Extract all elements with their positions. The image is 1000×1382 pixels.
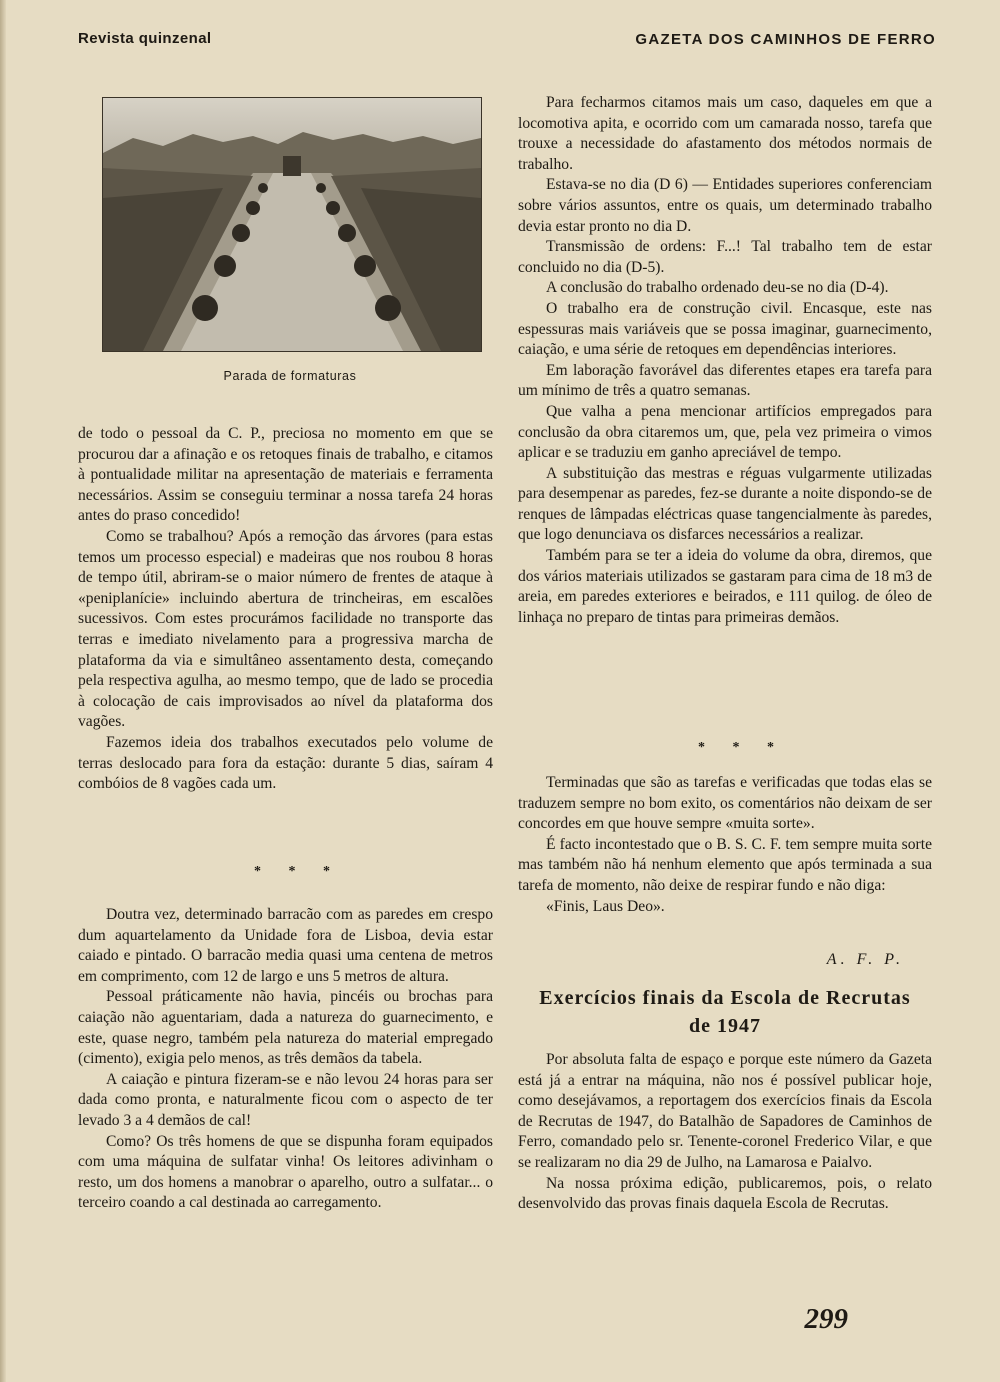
paragraph: Como se trabalhou? Após a remoção das árvores (para estas temos um processo especial) e madeiras que nos roubou 8 horas de tempo útil, abriram-se o maior número de frentes de ataque à «peniplanície» incluindo abertura de trincheiras, em escalões sucessivos. Com estes procurámos facilidade no transporte das terras e imediato nivelamento para a progressiva marcha de plataforma da via e simultâneo assentamento desta, começando pela respectiva agulha, ao mesmo tempo, que de lado se procedia à colocação de cais improvisados ao nível da plataforma dos vagões. (78, 527, 493, 731)
paragraph: Fazemos ideia dos trabalhos executados pelo volume de terras deslocado para fora da estação: durante 5 dias, saíram 4 combóios de 8 vagões cada um. (78, 733, 493, 793)
figure-caption: Parada de formaturas (223, 369, 357, 383)
paragraph: Na nossa próxima edição, publicaremos, pois, o relato desenvolvido das provas finais daquela Escola de Recrutas. (518, 1174, 932, 1213)
page-binding-edge (0, 0, 6, 1382)
paragraph: O trabalho era de construção civil. Encasque, este nas espessuras mais variáveis que se possa imaginar, guarnecimento, caiação, e uma série de retoques em dependências interiores. (518, 299, 932, 359)
photo-parade-ground-image (103, 98, 481, 351)
paragraph: A caiação e pintura fizeram-se e não levou 24 horas para ser dada como pronta, e naturalmente ficou com o aspecto de ter levado 3 a 4 demãos de cal! (78, 1070, 493, 1129)
section-heading-line-2: de 1947 (689, 1015, 761, 1037)
author-signature: A. F. P. (826, 951, 904, 968)
left-column-top (78, 424, 493, 795)
paragraph: Doutra vez, determinado barracão com as paredes em crespo dum aquartelamento da Unidade fora de Lisboa, devia estar caiado e pintado. O barracão media quasi uma centena de metros em comprimento, com 12 de largo e uns 5 metros de altura. (78, 906, 493, 985)
header-left: Revista quinzenal (78, 30, 212, 47)
paragraph: Pessoal práticamente não havia, pincéis ou brochas para caiação não aguentariam, dada a natureza do guarnecimento, e este, quase negro, também pela natureza do material empregado (cimento), exigia pelo menos, as três demãos da tabela. (78, 988, 493, 1068)
paragraph: A substituição das mestras e réguas vulgarmente utilizadas para desempenar as paredes, fez-se durante a noite dispondo-se de renques de lâmpadas eléctricas quase tangencialmente às paredes, que logo denunciava os disfarces necessários a realizar. (518, 464, 932, 544)
paragraph: Para fecharmos citamos mais um caso, daqueles em que a locomotiva apita, e ocorrido com um camarada nosso, tarefa que trouxe a necessidade do afastamento dos métodos normais de trabalho. (518, 94, 932, 173)
section-heading (518, 984, 932, 1040)
header-right: GAZETA DOS CAMINHOS DE FERRO (635, 31, 936, 48)
section-separator-right: * * * (698, 740, 786, 755)
paragraph: Terminadas que são as tarefas e verificadas que todas elas se traduzem sempre no bom exito, os comentários não deixam de ser concordes em que houve sempre «muita sorte». (518, 774, 932, 833)
page-number: 299 (804, 1303, 848, 1335)
right-column (518, 93, 932, 628)
paragraph: Por absoluta falta de espaço e porque este número da Gazeta está já a entrar na máquina, não nos é possível publicar hoje, como desejávamos, a reportagem dos exercícios finais da Escola de Recrutas de 1947, do Batalhão de Sapadores de Caminhos de Ferro, comandado pelo sr. Tenente-coronel Frederico Vilar, e que se realizaram no dia 29 de Julho, na Lamarosa e Paialvo. (518, 1051, 932, 1171)
paragraph: Que valha a pena mencionar artifícios empregados para conclusão da obra citaremos um, que, pela vez primeira o vimos aplicar e se traduziu em ganho apreciável de tempo. (518, 402, 932, 462)
section-heading-line-1: Exercícios finais da Escola de Recrutas (539, 987, 911, 1009)
paragraph: Como? Os três homens de que se dispunha foram equipados com uma máquina de sulfatar vinha! Os leitores adivinham o resto, um dos homens a manobrar o aparelho, outro a sulfatar... o terceiro coando a cal destinada ao carregamento. (78, 1132, 493, 1212)
paragraph: A conclusão do trabalho ordenado deu-se no dia (D-4). (546, 279, 889, 297)
section-separator-left: * * * (254, 864, 342, 879)
photograph (102, 97, 482, 352)
paragraph: de todo o pessoal da C. P., preciosa no momento em que se procurou dar a afinação e os retoques finais de trabalho, e citamos à pontualidade militar na apresentação de materiais e ferramenta necessários. Assim se conseguiu terminar a nossa tarefa 24 horas antes do praso concedido! (78, 425, 493, 525)
paragraph: Transmissão de ordens: F...! Tal trabalho tem de estar concluido no dia (D-5). (518, 238, 932, 276)
paragraph: Em laboração favorável das diferentes etapes era tarefa para um mínimo de três a quatro semanas. (518, 361, 932, 400)
paragraph: Também para se ter a ideia do volume da obra, diremos, que dos vários materiais utilizados se gastaram para cima de 18 m3 de areia, em paredes exteriores e beirados, e 111 quilog. de óleo de linhaça no preparo de tintas para primeiras demãos. (518, 547, 932, 626)
paragraph: «Finis, Laus Deo». (546, 897, 665, 915)
right-column-closing (518, 773, 932, 917)
right-column-section (518, 1050, 932, 1215)
paragraph: É facto incontestado que o B. S. C. F. tem sempre muita sorte mas também não há nenhum elemento que após terminada a sua tarefa de momento, não deixe de respirar fundo e não diga: (518, 835, 932, 894)
paragraph: Estava-se no dia (D 6) — Entidades superiores conferenciam sobre vários assuntos, entre os quais, um determinado trabalho devia estar pronto no dia D. (518, 176, 932, 235)
left-column-bottom (78, 905, 493, 1214)
